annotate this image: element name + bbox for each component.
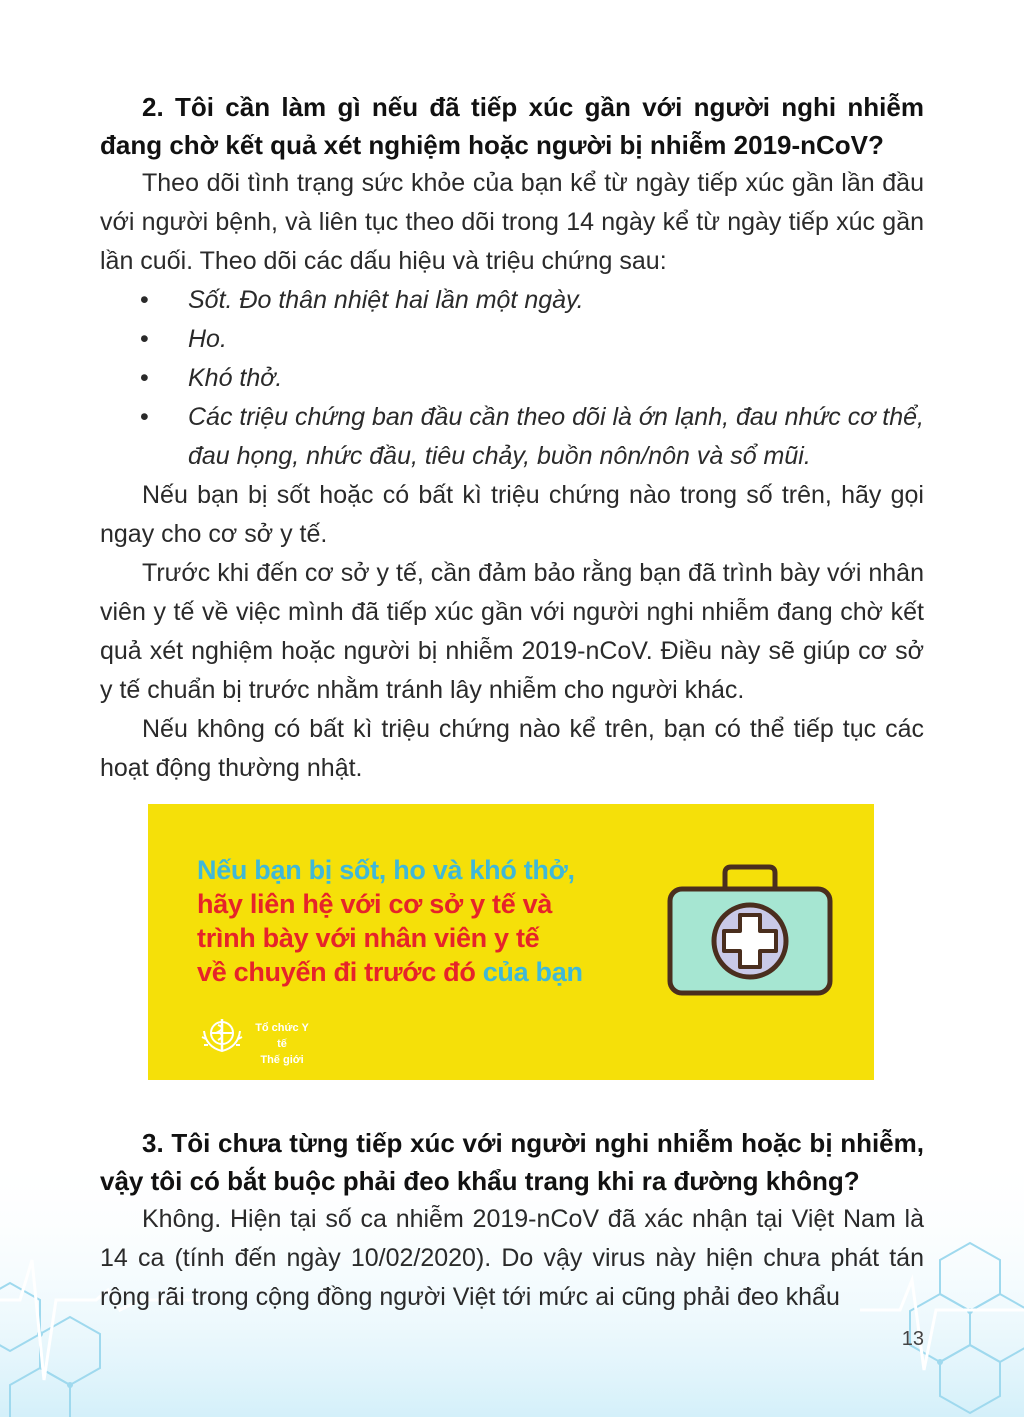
who-logo-icon [198, 1011, 246, 1059]
banner-line-4-red: về chuyến đi trước đó [197, 957, 476, 987]
banner-line-2: hãy liên hệ với cơ sở y tế và [197, 889, 553, 919]
bullet-icon: • [140, 325, 149, 353]
banner-line-3: trình bày với nhân viên y tế [197, 923, 540, 953]
list-item [100, 398, 924, 476]
who-organization-name [252, 1020, 312, 1068]
bullet-icon: • [140, 364, 149, 392]
banner-message [197, 853, 583, 989]
symptom-cough: Ho. [188, 325, 227, 353]
section-spacer [100, 1080, 924, 1124]
section-2-intro: Theo dõi tình trạng sức khỏe của bạn kể từ ngày tiếp xúc gần lần đầu với người bệnh, và liên tục theo dõi trong 14 ngày kể từ ngày tiếp xúc gần lần cuối. Theo dõi các dấu hiệu và triệu chứng sau: [100, 169, 924, 275]
page-content [100, 88, 924, 1317]
section-2-paragraph-before-visit: Trước khi đến cơ sở y tế, cần đảm bảo rằng bạn đã trình bày với nhân viên y tế về việc mình đã tiếp xúc gần với người nghi nhiễm đang chờ kết quả xét nghiệm hoặc người bị nhiễm 2019-nCoV. Điều này sẽ giúp cơ sở y tế chuẩn bị trước nhằm tránh lây nhiễm cho người khác. [100, 559, 924, 704]
who-name-line-2: Thế giới [260, 1054, 304, 1066]
who-name-line-1: Tổ chức Y tế [255, 1022, 309, 1050]
list-item [100, 320, 924, 359]
list-item [100, 281, 924, 320]
first-aid-kit-icon [660, 859, 840, 999]
symptom-list [100, 281, 924, 476]
list-item [100, 359, 924, 398]
banner-line-4 [197, 955, 583, 989]
section-3-heading: 3. Tôi chưa từng tiếp xúc với người nghi nhiễm hoặc bị nhiễm, vậy tôi có bắt buộc phải đeo khẩu trang khi ra đường không? [100, 1128, 924, 1196]
bullet-icon: • [140, 403, 149, 431]
banner-line-1: Nếu bạn bị sốt, ho và khó thở, [197, 855, 575, 885]
section-3-paragraph: Không. Hiện tại số ca nhiễm 2019-nCoV đã xác nhận tại Việt Nam là 14 ca (tính đến ngày 10/02/2020). Do vậy virus này hiện chưa phát tán rộng rãi trong cộng đồng người Việt tới mức ai cũng phải đeo khẩu [100, 1205, 924, 1311]
symptom-fever: Sốt. Đo thân nhiệt hai lần một ngày. [188, 286, 584, 314]
who-advice-banner [148, 804, 874, 1080]
bullet-icon: • [140, 286, 149, 314]
banner-line-4-blue: của bạn [475, 957, 583, 987]
page-number: 13 [901, 1328, 924, 1350]
section-2-paragraph-no-symptoms: Nếu không có bất kì triệu chứng nào kể trên, bạn có thể tiếp tục các hoạt động thường nhật. [100, 715, 924, 782]
section-2-paragraph-call: Nếu bạn bị sốt hoặc có bất kì triệu chứng nào trong số trên, hãy gọi ngay cho cơ sở y tế. [100, 481, 924, 548]
symptom-early-signs: Các triệu chứng ban đầu cần theo dõi là ớn lạnh, đau nhức cơ thể, đau họng, nhức đầu, tiêu chảy, buồn nôn/nôn và sổ mũi. [188, 403, 924, 470]
section-2-heading: 2. Tôi cần làm gì nếu đã tiếp xúc gần với người nghi nhiễm đang chờ kết quả xét nghiệm hoặc người bị nhiễm 2019-nCoV? [100, 92, 924, 160]
symptom-breathing: Khó thở. [188, 364, 283, 392]
